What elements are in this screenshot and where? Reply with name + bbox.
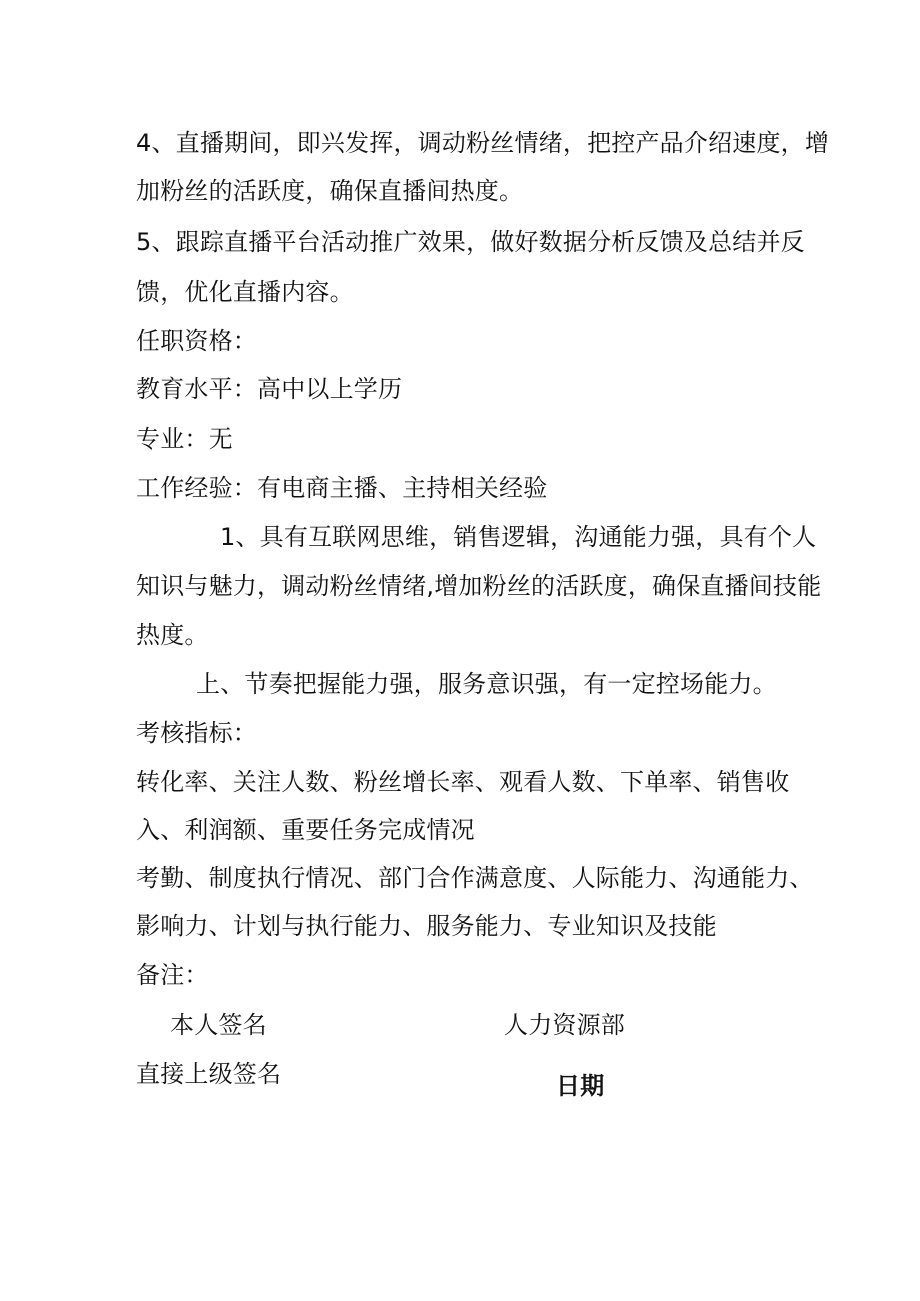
self-signature-label: 本人签名 <box>170 1011 267 1039</box>
kpi-line-1: 转化率、关注人数、粉丝增长率、观看人数、下单率、销售收 <box>136 768 790 796</box>
experience-requirement: 工作经验：有电商主播、主持相关经验 <box>136 474 548 502</box>
hr-department-label: 人力资源部 <box>504 1011 625 1039</box>
requirement-1-line-1: 1、具有互联网思维，销售逻辑，沟通能力强，具有个人 <box>220 523 817 551</box>
duty-item-4-line-2: 加粉丝的活跃度，确保直播间热度。 <box>136 177 524 205</box>
requirement-1-line-2: 知识与魅力，调动粉丝情绪,增加粉丝的活跃度，确保直播间技能 <box>136 572 822 600</box>
kpi-line-3: 考勤、制度执行情况、部门合作满意度、人际能力、沟通能力、 <box>136 864 814 892</box>
kpi-line-4: 影响力、计划与执行能力、服务能力、专业知识及技能 <box>136 912 717 940</box>
notes-label: 备注： <box>136 961 209 989</box>
education-requirement: 教育水平：高中以上学历 <box>136 375 403 403</box>
date-label: 日期 <box>556 1072 605 1100</box>
requirement-1-line-3: 热度。 <box>136 621 209 649</box>
requirement-2: 上、节奏把握能力强，服务意识强，有一定控场能力。 <box>196 670 777 698</box>
supervisor-signature-label: 直接上级签名 <box>136 1060 282 1088</box>
duty-item-4-line-1: 4、直播期间，即兴发挥，调动粉丝情绪，把控产品介绍速度，增 <box>136 129 830 157</box>
kpi-line-2: 入、利润额、重要任务完成情况 <box>136 816 475 844</box>
assessment-heading: 考核指标： <box>136 719 257 747</box>
duty-item-5-line-2: 馈，优化直播内容。 <box>136 278 354 306</box>
qualifications-heading: 任职资格： <box>136 327 257 355</box>
duty-item-5-line-1: 5、跟踪直播平台活动推广效果，做好数据分析反馈及总结并反 <box>136 228 805 256</box>
major-requirement: 专业：无 <box>136 425 233 453</box>
